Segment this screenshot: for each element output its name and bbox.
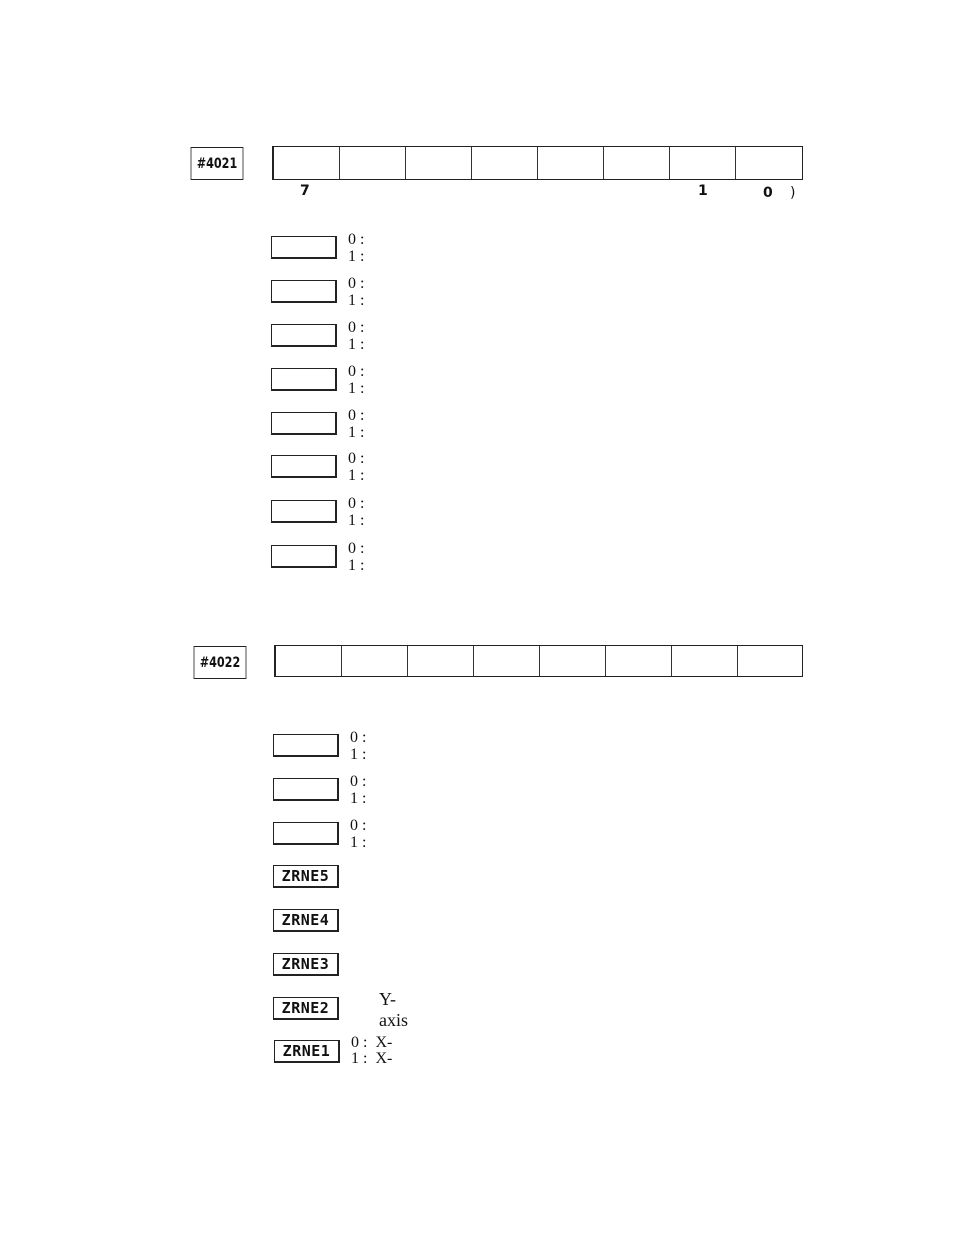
bit-cell-3 [538,147,604,179]
bit-name-box [271,280,337,303]
option-1: 1 : [350,746,367,763]
bit-name-box [271,455,337,478]
option-0: 0 : [348,540,365,557]
zrne3-label: ZRNE3 [273,953,339,976]
bit-cell-1 [672,646,738,676]
bit-name-box [273,734,339,757]
bit-name-box [273,778,339,801]
bit-name-box [271,236,337,259]
option-1: 1 : [348,248,365,265]
bit-cell-5 [406,147,472,179]
bit-label-7: 7 [300,183,310,199]
option-1: 1 : [348,336,365,353]
bit-name-box [273,822,339,845]
param-4021-label: #4021 [191,147,244,180]
zrne2-label: ZRNE2 [273,997,339,1020]
bit-name-box [271,412,337,435]
param-4022-bit-row [274,645,803,677]
bit-cell-4 [474,646,540,676]
zrne1-option-0: 0 : X- [351,1034,393,1051]
zrne2-description: Y-axis [379,989,408,1030]
option-0: 0 : [348,363,365,380]
bit-name-box [271,324,337,347]
bit-cell-2 [604,147,670,179]
option-0: 0 : [350,817,367,834]
bit-cell-6 [340,147,406,179]
bit-cell-0 [736,147,802,179]
option-1: 1 : [350,834,367,851]
bit-cell-3 [540,646,606,676]
zrne4-label: ZRNE4 [273,909,339,932]
bit-name-box [271,368,337,391]
bit-label-1: 1 [698,183,708,199]
bit-cell-4 [472,147,538,179]
option-1: 1 : [348,467,365,484]
option-0: 0 : [348,450,365,467]
bit-cell-1 [670,147,736,179]
zrne1-label: ZRNE1 [274,1040,340,1063]
param-4021-bit-row [272,146,803,180]
param-4022-label: #4022 [194,646,247,679]
option-0: 0 : [350,773,367,790]
bit-label-0: 0 [763,185,773,201]
bit-cell-5 [408,646,474,676]
option-1: 1 : [348,557,365,574]
bit-name-box [271,500,337,523]
option-1: 1 : [350,790,367,807]
option-1: 1 : [348,424,365,441]
option-1: 1 : [348,292,365,309]
bit-cell-0 [738,646,802,676]
option-0: 0 : [348,407,365,424]
option-0: 0 : [348,275,365,292]
option-0: 0 : [348,495,365,512]
option-0: 0 : [350,729,367,746]
bit-cell-6 [342,646,408,676]
bit-cell-7 [274,147,340,179]
option-1: 1 : [348,512,365,529]
option-0: 0 : [348,319,365,336]
bit-cell-7 [276,646,342,676]
bit-cell-2 [606,646,672,676]
bit-label-paren: ) [790,185,796,201]
bit-name-box [271,545,337,568]
zrne1-option-1: 1 : X- [351,1050,393,1067]
zrne5-label: ZRNE5 [273,865,339,888]
option-0: 0 : [348,231,365,248]
option-1: 1 : [348,380,365,397]
